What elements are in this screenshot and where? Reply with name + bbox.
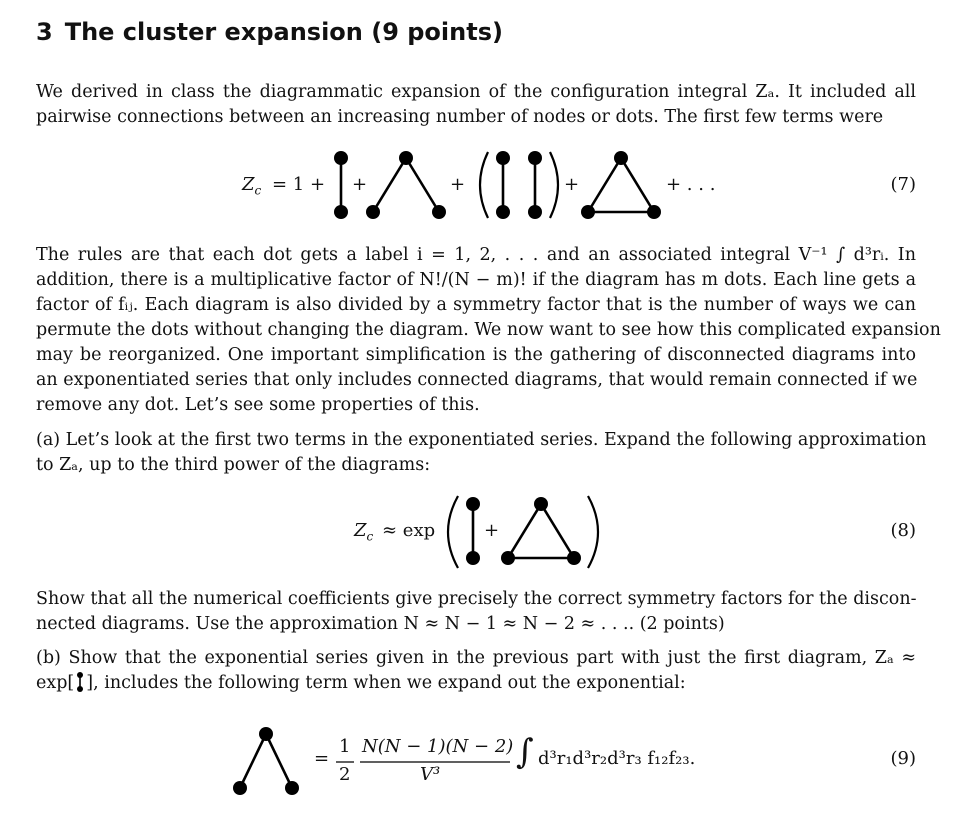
eq9-half-num: 1: [339, 736, 351, 757]
diagram-chain: [366, 151, 446, 219]
rules-line-4: permute the dots without changing the diagram. We now want to see how this complicated expansion: [36, 320, 941, 340]
rules-line-5: may be reorganized. One important simplification is the gathering of disconnected diagrams into: [36, 345, 916, 365]
part-b-exp-suffix: ], includes the following term when we expand out the exponential:: [86, 673, 686, 693]
section-heading: [36, 18, 503, 46]
show-line-1: Show that all the numerical coefficients give precisely the correct symmetry factors for the discon-: [36, 589, 917, 609]
diagram-single-bond: [466, 497, 480, 565]
eq7-tail: + . . .: [666, 174, 716, 195]
intro-line-1: We derived in class the diagrammatic expansion of the configuration integral Zₐ. It included all: [36, 82, 916, 102]
eq8-plus: +: [484, 520, 500, 541]
eq8-right-paren: [588, 496, 598, 568]
part-a-line-2: to Zₐ, up to the third power of the diagrams:: [36, 455, 431, 475]
part-b-paragraph: [36, 646, 916, 696]
eq9-frac-den: V³: [420, 764, 441, 785]
eq7-equals-one-plus: = 1 +: [272, 174, 326, 195]
eq7-number: (7): [890, 174, 916, 195]
diagram-two-bonds: [480, 151, 558, 219]
show-line-2: nected diagrams. Use the approximation N ≈ N − 1 ≈ N − 2 ≈ . . .. (2 points): [36, 614, 725, 634]
eq9-equals: =: [314, 748, 330, 769]
eq9-integral: ∫: [516, 732, 534, 772]
rules-line-2: addition, there is a multiplicative factor of N!/(N − m)! if the diagram has m dots. Each line gets a: [36, 270, 916, 290]
intro-line-2: pairwise connections between an increasing number of nodes or dots. The first few terms were: [36, 107, 884, 127]
part-b-exp-prefix: exp[: [36, 673, 75, 693]
equation-9: [36, 722, 916, 812]
eq7-diagrams: [36, 146, 916, 226]
eq7-plus-1: +: [352, 174, 368, 195]
rules-line-7: remove any dot. Let’s see some properties of this.: [36, 395, 480, 415]
diagram-single-bond: [334, 151, 348, 219]
equation-8: [36, 492, 916, 572]
eq7-plus-2: +: [450, 174, 466, 195]
part-b-line-1: (b) Show that the exponential series given in the previous part with just the first diagram, Zₐ ≈: [36, 648, 916, 668]
inline-bond-icon: [74, 671, 86, 693]
eq8-lhs: $Z_c$: [354, 520, 374, 544]
equation-7: [36, 146, 916, 226]
show-paragraph: [36, 587, 916, 637]
diagram-triangle: [501, 497, 581, 565]
eq8-number: (8): [890, 520, 916, 541]
section-number: 3: [36, 18, 53, 46]
eq7-lhs: $Z_c$: [242, 174, 262, 198]
eq8-approx-exp: ≈ exp: [382, 520, 436, 541]
diagram-triangle: [581, 151, 661, 219]
section-title: The cluster expansion (9 points): [64, 18, 503, 46]
diagram-chain: [233, 727, 299, 795]
eq8-left-paren: [448, 496, 458, 568]
eq9-integrand: d³r₁d³r₂d³r₃ f₁₂f₂₃.: [538, 748, 696, 769]
part-a-paragraph: [36, 428, 927, 478]
eq9-frac-num: N(N − 1)(N − 2): [362, 736, 514, 757]
eq8-diagrams: [36, 492, 916, 572]
part-b-line-2: [36, 671, 916, 696]
rules-paragraph: [36, 243, 941, 418]
eq7-plus-3: +: [564, 174, 580, 195]
rules-line-1: The rules are that each dot gets a label i = 1, 2, . . . and an associated integral V⁻¹ ∫ d³rᵢ. In: [36, 245, 916, 265]
rules-line-6: an exponentiated series that only includes connected diagrams, that would remain connected if we: [36, 370, 918, 390]
part-a-line-1: (a) Let’s look at the first two terms in the exponentiated series. Expand the following approximation: [36, 430, 927, 450]
eq9-number: (9): [890, 748, 916, 769]
intro-paragraph: [36, 80, 916, 130]
rules-line-3: factor of fᵢⱼ. Each diagram is also divided by a symmetry factor that is the number of ways we can: [36, 295, 916, 315]
eq9-half-den: 2: [339, 764, 351, 785]
